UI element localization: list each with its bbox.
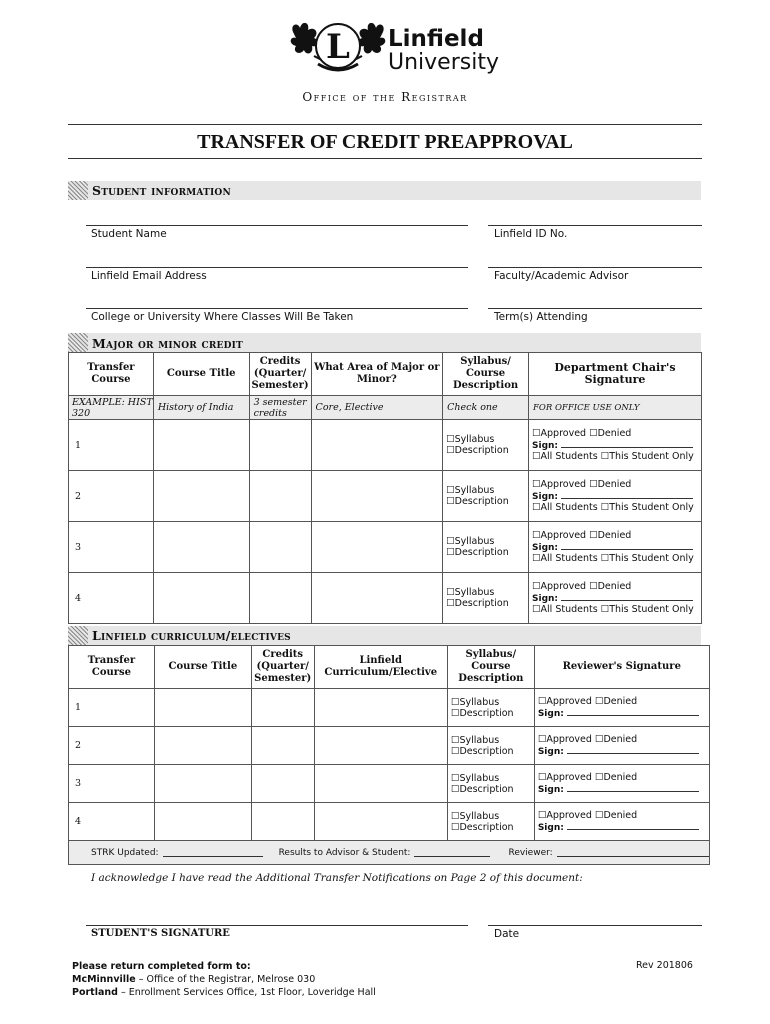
curriculum-title: Linfield curriculum/electives	[92, 628, 291, 643]
description-checkbox[interactable]: ☐Description	[446, 445, 509, 456]
approved-denied-checkbox[interactable]: ☐Approved ☐Denied	[537, 772, 638, 783]
col-syllabus: Syllabus/ Course Description	[443, 353, 529, 396]
university-logo	[288, 14, 518, 84]
table-row: 1 ☐Syllabus ☐Description ☐Approved ☐Denied Sign: ☐All Students ☐This Student Only	[69, 420, 702, 471]
advisor-field[interactable]: Faculty/Academic Advisor	[494, 270, 629, 282]
col-course-title: Course Title	[154, 646, 251, 689]
students-scope-checkbox[interactable]: ☐All Students ☐This Student Only	[532, 553, 694, 564]
col-course-title: Course Title	[153, 353, 249, 396]
syllabus-checkbox[interactable]: ☐Syllabus	[446, 587, 495, 598]
students-scope-checkbox[interactable]: ☐All Students ☐This Student Only	[532, 604, 694, 615]
approved-denied-checkbox[interactable]: ☐Approved ☐Denied	[532, 581, 632, 592]
logo-name-line2: University	[388, 50, 499, 75]
table-row: 4 ☐Syllabus ☐Description ☐Approved ☐Denied Sign: ☐All Students ☐This Student Only	[69, 573, 702, 624]
office-use-row	[69, 841, 710, 865]
syllabus-checkbox[interactable]: ☐Syllabus	[446, 434, 495, 445]
revision-label: Rev 201806	[636, 960, 693, 971]
email-field[interactable]: Linfield Email Address	[91, 270, 207, 282]
table-row: 3 ☐Syllabus ☐Description ☐Approved ☐Denied Sign: ☐All Students ☐This Student Only	[69, 522, 702, 573]
student-signature-field[interactable]: STUDENT'S SIGNATURE	[91, 928, 230, 939]
description-checkbox[interactable]: ☐Description	[450, 821, 514, 833]
approved-denied-checkbox[interactable]: ☐Approved ☐Denied	[532, 479, 632, 490]
svg-text:L: L	[326, 27, 350, 67]
students-scope-checkbox[interactable]: ☐All Students ☐This Student Only	[532, 502, 694, 513]
students-scope-checkbox[interactable]: ☐All Students ☐This Student Only	[532, 451, 694, 462]
syllabus-checkbox[interactable]: ☐Syllabus	[450, 772, 500, 784]
table-row: 1 ☐Syllabus ☐Description ☐Approved ☐Denied Sign:	[69, 689, 710, 727]
table-row: 2 ☐Syllabus ☐Description ☐Approved ☐Denied Sign: ☐All Students ☐This Student Only	[69, 471, 702, 522]
terms-field[interactable]: Term(s) Attending	[494, 311, 588, 323]
acknowledge-text: I acknowledge I have read the Additional Transfer Notifications on Page 2 of this document:	[91, 872, 583, 884]
table-row: 3 ☐Syllabus ☐Description ☐Approved ☐Denied Sign:	[69, 765, 710, 803]
syllabus-checkbox[interactable]: ☐Syllabus	[450, 734, 500, 746]
date-field[interactable]: Date	[494, 928, 520, 940]
logo-name-line1: Linfield	[388, 26, 484, 52]
student-name-field[interactable]: Student Name	[91, 228, 167, 240]
reviewer-label: Reviewer:	[508, 847, 553, 858]
approved-denied-checkbox[interactable]: ☐Approved ☐Denied	[532, 428, 632, 439]
strk-updated-label: STRK Updated:	[91, 847, 159, 858]
major-minor-table	[68, 352, 702, 624]
college-field[interactable]: College or University Where Classes Will Be Taken	[91, 311, 354, 323]
description-checkbox[interactable]: ☐Description	[446, 598, 509, 609]
oak-leaves-icon	[288, 14, 388, 84]
description-checkbox[interactable]: ☐Description	[446, 496, 509, 507]
major-minor-title: Major or minor credit	[92, 336, 243, 351]
table-row: 4 ☐Syllabus ☐Description ☐Approved ☐Denied Sign:	[69, 803, 710, 841]
page-title: TRANSFER OF CREDIT PREAPPROVAL	[197, 131, 573, 153]
description-checkbox[interactable]: ☐Description	[450, 783, 514, 795]
return-instructions: Please return completed form to: McMinnville – Office of the Registrar, Melrose 030 Portland – Enrollment Services Office, 1st Floor, Loveridge Hall	[72, 961, 376, 998]
col-chair-signature: Department Chair's Signature	[529, 353, 702, 396]
syllabus-checkbox[interactable]: ☐Syllabus	[446, 536, 495, 547]
office-name: Office of the Registrar	[302, 90, 468, 104]
col-reviewer-signature: Reviewer's Signature	[534, 646, 709, 689]
approved-denied-checkbox[interactable]: ☐Approved ☐Denied	[532, 530, 632, 541]
syllabus-checkbox[interactable]: ☐Syllabus	[446, 485, 495, 496]
col-credits: Credits (Quarter/ Semester)	[251, 646, 314, 689]
col-syllabus: Syllabus/ Course Description	[447, 646, 534, 689]
linfield-id-field[interactable]: Linfield ID No.	[494, 228, 568, 240]
col-transfer-course: Transfer Course	[69, 353, 154, 396]
table-row: 2 ☐Syllabus ☐Description ☐Approved ☐Denied Sign:	[69, 727, 710, 765]
col-area: What Area of Major or Minor?	[311, 353, 443, 396]
syllabus-checkbox[interactable]: ☐Syllabus	[450, 696, 500, 708]
approved-denied-checkbox[interactable]: ☐Approved ☐Denied	[537, 810, 638, 821]
col-curriculum: Linfield Curriculum/Elective	[314, 646, 447, 689]
description-checkbox[interactable]: ☐Description	[450, 707, 514, 719]
description-checkbox[interactable]: ☐Description	[450, 745, 514, 757]
example-row: EXAMPLE: HIST 320 History of India 3 semester credits Core, Elective Check one FOR OFFICE USE ONLY	[69, 396, 702, 420]
approved-denied-checkbox[interactable]: ☐Approved ☐Denied	[537, 696, 638, 707]
approved-denied-checkbox[interactable]: ☐Approved ☐Denied	[537, 734, 638, 745]
col-transfer-course: Transfer Course	[69, 646, 155, 689]
syllabus-checkbox[interactable]: ☐Syllabus	[450, 810, 500, 822]
description-checkbox[interactable]: ☐Description	[446, 547, 509, 558]
curriculum-table	[68, 645, 710, 865]
results-label: Results to Advisor & Student:	[278, 847, 411, 858]
col-credits: Credits (Quarter/ Semester)	[249, 353, 311, 396]
student-info-title: Student information	[92, 183, 231, 198]
